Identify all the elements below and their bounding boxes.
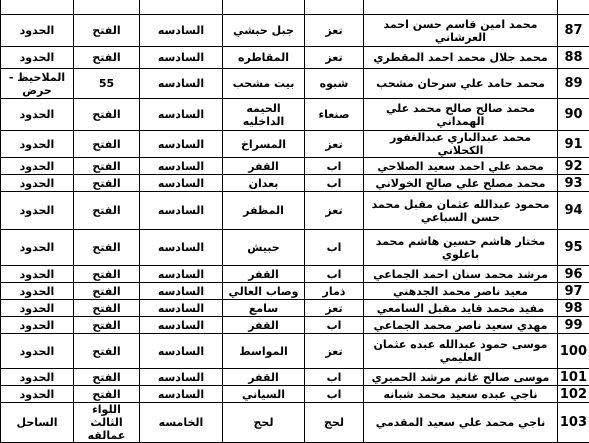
table-row <box>1 300 589 317</box>
cell-dist: القفر <box>223 369 305 386</box>
cell-brigade: الفتح <box>74 192 140 230</box>
cell-grade: السادسه <box>140 131 223 158</box>
table-row <box>1 266 589 283</box>
cell-gov: اب <box>305 230 364 266</box>
cell-brigade: الفتح <box>74 15 140 47</box>
cell-notes: الحدود <box>1 15 74 47</box>
cell-num: 90 <box>558 99 589 131</box>
cell-name: مختار هاشم حسين هاشم محمد باعلوي <box>364 230 558 266</box>
cell-brigade: 55 <box>74 69 140 99</box>
cell-num: 102 <box>558 386 589 403</box>
cell-num: 88 <box>558 47 589 69</box>
cell-notes: الحدود <box>1 99 74 131</box>
cell-gov: تعز <box>305 300 364 317</box>
cell-gov: صنعاء <box>305 99 364 131</box>
cell-dist: جبل حبشي <box>223 15 305 47</box>
cell-num: 89 <box>558 69 589 99</box>
cell-grade: السادسه <box>140 300 223 317</box>
cell-brigade: الفتح <box>74 266 140 283</box>
cell-gov: تعز <box>305 15 364 47</box>
cell-num: 94 <box>558 192 589 230</box>
cell-grade: السادسه <box>140 230 223 266</box>
cell-notes: الحدود <box>1 158 74 175</box>
table-row <box>1 283 589 300</box>
cell-name: محمد صالح صالح محمد علي الهمداني <box>364 99 558 131</box>
cell-grade: السادسه <box>140 334 223 369</box>
cell-num: 92 <box>558 158 589 175</box>
cell-notes: الحدود <box>1 283 74 300</box>
cell-num <box>558 0 589 15</box>
table-row <box>1 175 589 192</box>
cell-notes: الحدود <box>1 230 74 266</box>
cell-num: 98 <box>558 300 589 317</box>
cell-grade: السادسه <box>140 283 223 300</box>
table-row <box>1 403 589 443</box>
table-row <box>1 47 589 69</box>
cell-notes: الحدود <box>1 386 74 403</box>
cell-grade: السادسه <box>140 158 223 175</box>
cell-brigade: اللواء الثالث عمالقه <box>74 403 140 443</box>
cell-brigade: الفتح <box>74 230 140 266</box>
cell-notes: الحدود <box>1 192 74 230</box>
cell-gov: اب <box>305 369 364 386</box>
cell-num: 103 <box>558 403 589 443</box>
table-row <box>1 386 589 403</box>
cell-num: 95 <box>558 230 589 266</box>
cell-dist <box>223 0 305 15</box>
cell-grade: السادسه <box>140 317 223 334</box>
cell-dist: وصاب العالي <box>223 283 305 300</box>
cell-dist: المواسط <box>223 334 305 369</box>
cell-grade: السادسه <box>140 15 223 47</box>
cell-notes: الحدود <box>1 334 74 369</box>
cell-grade: السادسه <box>140 175 223 192</box>
cell-dist: بيت مشحب <box>223 69 305 99</box>
table-row <box>1 131 589 158</box>
cell-name: ناجي محمد علي سعيد المقدمي <box>364 403 558 443</box>
cell-num: 99 <box>558 317 589 334</box>
cell-dist: القفر <box>223 158 305 175</box>
cell-brigade: الفتح <box>74 317 140 334</box>
cell-gov: اب <box>305 317 364 334</box>
cell-notes: الحدود <box>1 175 74 192</box>
cell-dist: المسراخ <box>223 131 305 158</box>
cell-grade: السادسه <box>140 99 223 131</box>
table-row <box>1 230 589 266</box>
cell-dist: المقاطره <box>223 47 305 69</box>
cell-dist: القفر <box>223 317 305 334</box>
cell-brigade <box>74 0 140 15</box>
table-row <box>1 158 589 175</box>
cell-name: مهدي سعيد ناصر محمد الجماعي <box>364 317 558 334</box>
cell-grade: الخامسه <box>140 403 223 443</box>
cell-notes: الحدود <box>1 300 74 317</box>
cell-gov: تعز <box>305 131 364 158</box>
cell-notes: الساحل <box>1 403 74 443</box>
cell-brigade: الفتح <box>74 158 140 175</box>
cell-brigade: الفتح <box>74 99 140 131</box>
cell-notes: الحدود <box>1 47 74 69</box>
cell-notes: الملاحيظ - حرض <box>1 69 74 99</box>
cell-dist: الحيمه الداخليه <box>223 99 305 131</box>
cell-name: موسى صالح غانم مرشد الحميري <box>364 369 558 386</box>
cell-gov: اب <box>305 175 364 192</box>
cell-name: محمد حامد علي سرحان مشحب <box>364 69 558 99</box>
cell-name: محمد مصلح علي صالح الخولاني <box>364 175 558 192</box>
cell-brigade: الفتح <box>74 283 140 300</box>
cell-gov: تعز <box>305 47 364 69</box>
cell-dist: السياني <box>223 386 305 403</box>
cell-grade: السادسه <box>140 192 223 230</box>
cell-gov: لحج <box>305 403 364 443</box>
cell-dist: لحج <box>223 403 305 443</box>
cell-grade: السادسه <box>140 69 223 99</box>
cell-gov: شبوه <box>305 69 364 99</box>
table-row <box>1 15 589 47</box>
cell-brigade: الفتح <box>74 47 140 69</box>
table-row <box>1 192 589 230</box>
cell-name <box>364 0 558 15</box>
cell-gov: اب <box>305 266 364 283</box>
cell-brigade: الفتح <box>74 386 140 403</box>
table-row <box>1 369 589 386</box>
cell-name: محمد علي احمد سعيد الصلاحي <box>364 158 558 175</box>
cell-num: 91 <box>558 131 589 158</box>
cell-gov: ذمار <box>305 283 364 300</box>
cell-dist: بعدان <box>223 175 305 192</box>
table-row <box>1 334 589 369</box>
cell-name: محمد امين قاسم حسن احمد العرشاني <box>364 15 558 47</box>
cell-name: مرشد محمد سنان احمد الجماعي <box>364 266 558 283</box>
cell-brigade: الفتح <box>74 334 140 369</box>
cell-name: مفيد محمد قايد مقبل السامعي <box>364 300 558 317</box>
table-row-partial <box>1 0 589 15</box>
cell-grade: السادسه <box>140 369 223 386</box>
cell-dist: سامع <box>223 300 305 317</box>
cell-name: محمد جلال محمد احمد المقطري <box>364 47 558 69</box>
cell-gov: تعز <box>305 192 364 230</box>
cell-gov: اب <box>305 158 364 175</box>
cell-name: ناجي عبده سعيد محمد شبانه <box>364 386 558 403</box>
table-row <box>1 317 589 334</box>
cell-brigade: الفتح <box>74 300 140 317</box>
cell-grade: السادسه <box>140 386 223 403</box>
cell-notes: الحدود <box>1 369 74 386</box>
cell-notes: الحدود <box>1 266 74 283</box>
cell-num: 97 <box>558 283 589 300</box>
cell-dist: القفر <box>223 266 305 283</box>
cell-num: 93 <box>558 175 589 192</box>
cell-dist: المظفر <box>223 192 305 230</box>
cell-name: معيد ناصر محمد الجدهني <box>364 283 558 300</box>
cell-gov: اب <box>305 386 364 403</box>
cell-brigade: الفتح <box>74 175 140 192</box>
cell-notes: الحدود <box>1 317 74 334</box>
table-row <box>1 69 589 99</box>
table-row <box>1 99 589 131</box>
cell-num: 87 <box>558 15 589 47</box>
cell-gov <box>305 0 364 15</box>
cell-brigade: الفتح <box>74 369 140 386</box>
cell-brigade: الفتح <box>74 131 140 158</box>
cell-notes: الحدود <box>1 131 74 158</box>
cell-dist: حبيش <box>223 230 305 266</box>
cell-grade: السادسه <box>140 266 223 283</box>
cell-gov: تعز <box>305 334 364 369</box>
cell-num: 100 <box>558 334 589 369</box>
cell-grade: السادسه <box>140 47 223 69</box>
cell-grade <box>140 0 223 15</box>
cell-name: موسى حمود عبدالله عبده عثمان العليمي <box>364 334 558 369</box>
cell-notes <box>1 0 74 15</box>
cell-num: 101 <box>558 369 589 386</box>
cell-name: محمود عبدالله عثمان مقبل محمد حسن السباعي <box>364 192 558 230</box>
cell-num: 96 <box>558 266 589 283</box>
cell-name: محمد عبدالباري عبدالغفور الكحلاني <box>364 131 558 158</box>
